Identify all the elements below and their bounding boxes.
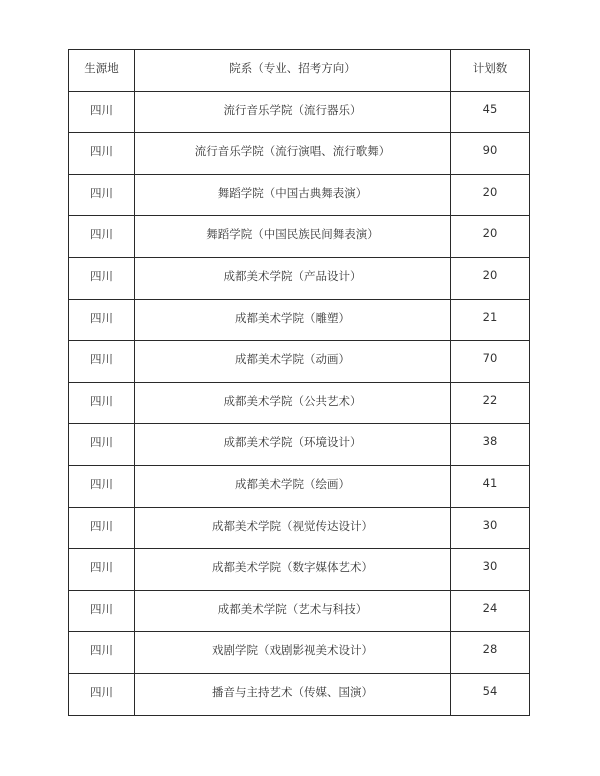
cell-count: 54 — [451, 673, 530, 715]
table-row — [69, 549, 530, 591]
header-department: 院系（专业、招考方向） — [135, 50, 451, 92]
cell-department: 成都美术学院（艺术与科技） — [135, 590, 451, 632]
cell-count: 28 — [451, 632, 530, 674]
table-row — [69, 341, 530, 383]
cell-origin: 四川 — [69, 341, 135, 383]
table-row — [69, 299, 530, 341]
cell-origin: 四川 — [69, 299, 135, 341]
cell-origin: 四川 — [69, 590, 135, 632]
cell-department: 戏剧学院（戏剧影视美术设计） — [135, 632, 451, 674]
enrollment-plan-table — [68, 49, 530, 716]
cell-origin: 四川 — [69, 507, 135, 549]
cell-department: 成都美术学院（数字媒体艺术） — [135, 549, 451, 591]
table-row — [69, 133, 530, 175]
table-row — [69, 465, 530, 507]
cell-origin: 四川 — [69, 216, 135, 258]
table-header-row — [69, 50, 530, 92]
cell-count: 70 — [451, 341, 530, 383]
cell-department: 播音与主持艺术（传媒、国演） — [135, 673, 451, 715]
cell-origin: 四川 — [69, 632, 135, 674]
cell-department: 成都美术学院（绘画） — [135, 465, 451, 507]
table-row — [69, 382, 530, 424]
cell-origin: 四川 — [69, 424, 135, 466]
header-origin: 生源地 — [69, 50, 135, 92]
cell-department: 舞蹈学院（中国古典舞表演） — [135, 174, 451, 216]
cell-origin: 四川 — [69, 257, 135, 299]
table-row — [69, 632, 530, 674]
cell-department: 成都美术学院（公共艺术） — [135, 382, 451, 424]
cell-department: 成都美术学院（视觉传达设计） — [135, 507, 451, 549]
cell-origin: 四川 — [69, 465, 135, 507]
table-row — [69, 424, 530, 466]
cell-count: 22 — [451, 382, 530, 424]
cell-count: 20 — [451, 174, 530, 216]
cell-department: 成都美术学院（环境设计） — [135, 424, 451, 466]
cell-count: 41 — [451, 465, 530, 507]
cell-department: 流行音乐学院（流行器乐） — [135, 91, 451, 133]
cell-origin: 四川 — [69, 549, 135, 591]
cell-department: 成都美术学院（雕塑） — [135, 299, 451, 341]
cell-count: 20 — [451, 257, 530, 299]
cell-count: 30 — [451, 507, 530, 549]
table-row — [69, 257, 530, 299]
table-body — [69, 91, 530, 715]
cell-origin: 四川 — [69, 174, 135, 216]
cell-count: 90 — [451, 133, 530, 175]
table-row — [69, 216, 530, 258]
table-row — [69, 174, 530, 216]
cell-origin: 四川 — [69, 133, 135, 175]
cell-count: 21 — [451, 299, 530, 341]
table-row — [69, 507, 530, 549]
cell-department: 成都美术学院（动画） — [135, 341, 451, 383]
cell-origin: 四川 — [69, 91, 135, 133]
cell-count: 20 — [451, 216, 530, 258]
table-row — [69, 673, 530, 715]
table-row — [69, 590, 530, 632]
cell-count: 30 — [451, 549, 530, 591]
cell-count: 45 — [451, 91, 530, 133]
table-row — [69, 91, 530, 133]
cell-department: 成都美术学院（产品设计） — [135, 257, 451, 299]
cell-count: 38 — [451, 424, 530, 466]
cell-origin: 四川 — [69, 382, 135, 424]
header-count: 计划数 — [451, 50, 530, 92]
cell-origin: 四川 — [69, 673, 135, 715]
cell-department: 舞蹈学院（中国民族民间舞表演） — [135, 216, 451, 258]
cell-department: 流行音乐学院（流行演唱、流行歌舞） — [135, 133, 451, 175]
cell-count: 24 — [451, 590, 530, 632]
